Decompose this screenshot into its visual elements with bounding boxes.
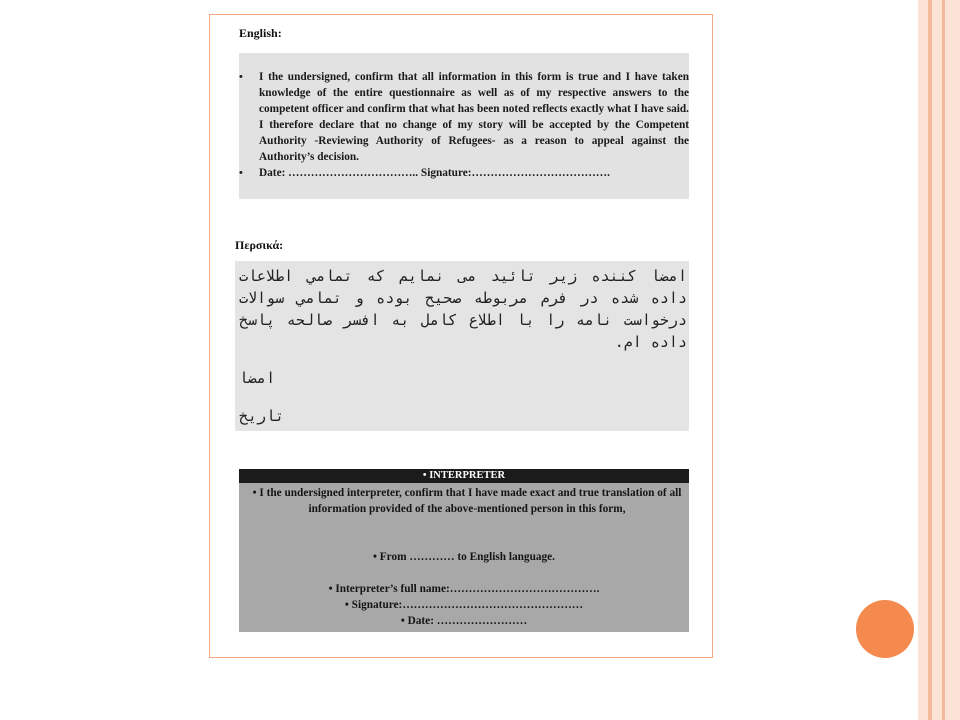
decor-stripe xyxy=(918,0,928,720)
decor-stripe xyxy=(932,0,942,720)
persian-date-label: تاریخ xyxy=(239,407,285,425)
english-heading: English: xyxy=(239,26,282,40)
english-list xyxy=(239,69,689,181)
interpreter-signature-line: • Signature:………………………………………… xyxy=(344,599,584,611)
persian-heading: Περσικά: xyxy=(235,238,284,252)
interpreter-box xyxy=(239,469,689,632)
english-statement: • I the undersigned, confirm that all information in this form is true and I have taken knowledge of the entire questionnaire as well as of my respective answers to the competent officer and confirm that what has been noted reflects exactly what I have said. I therefore declare that no change of my story will be accepted by the Competent Authority -Reviewing Authority of Refugees- as a reason to appeal against the Authority’s decision. xyxy=(239,69,689,165)
interpreter-statement: • I the undersigned interpreter, confirm that I have made exact and true translation of all information provided of the above-mentioned person in this form, xyxy=(252,487,682,515)
english-declaration-box xyxy=(239,53,689,199)
interpreter-date-line: • Date: …………………… xyxy=(400,615,528,627)
persian-signature-label: امضا xyxy=(239,369,276,387)
interpreter-header: • INTERPRETER xyxy=(239,469,689,483)
scanned-form-page xyxy=(209,14,713,658)
interpreter-full-name-line: • Interpreter’s full name:…………………………………. xyxy=(328,583,600,595)
persian-declaration-box xyxy=(235,261,689,431)
decor-stripe xyxy=(945,0,960,720)
decor-orange-circle xyxy=(856,600,914,658)
english-date-signature-line: • Date: …………………………….. Signature:………………………………. xyxy=(239,165,689,181)
persian-statement: امضا کننده زیر تائید می نمایم که تمامي اطلاعات داده شده در فرم مربوطه صحیح بوده و تمامي سوالات درخواست نامه را با اطلاع کامل به افسر صالحه پاسخ داده ام. xyxy=(239,267,687,351)
interpreter-from-line: • From ………… to English language. xyxy=(372,551,555,563)
